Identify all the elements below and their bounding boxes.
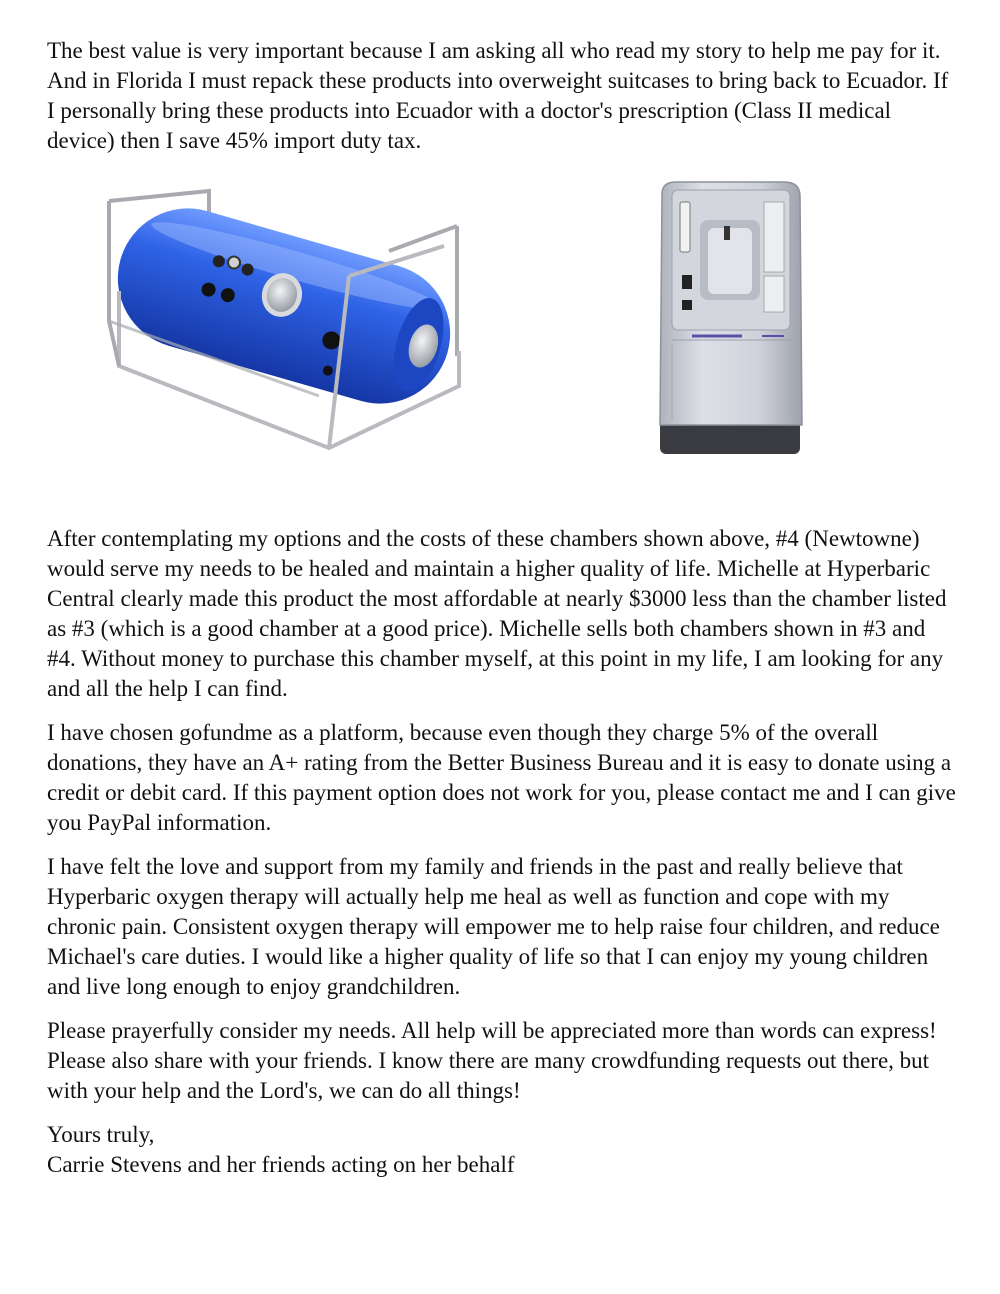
hyperbaric-chamber-icon <box>99 186 469 456</box>
product-images <box>47 180 957 510</box>
paragraph-intro: The best value is very important because I am asking all who read my story to help me pay for it. And in Florida I must repack these products into overweight suitcases to bring back to Ecuador. If I personally bring these products into Ecuador with a doctor's prescription (Class II medical device) then I save 45% import duty tax. <box>47 38 949 153</box>
oxygen-concentrator-icon <box>652 180 812 455</box>
document-page <box>47 36 957 1180</box>
signoff-closing: Yours truly, <box>47 1122 155 1147</box>
paragraph-request: Please prayerfully consider my needs. All help will be appreciated more than words can express! Please also share with your friends. I know there are many crowdfunding requests out there, but with your help and the Lord's, we can do all things! <box>47 1018 937 1103</box>
hyperbaric-chamber-image <box>99 186 469 456</box>
paragraph-support: I have felt the love and support from my family and friends in the past and really believe that Hyperbaric oxygen therapy will actually help me heal as well as function and cope with my chronic pain. Consistent oxygen therapy will empower me to help raise four children, and reduce Michael's care duties. I would like a higher quality of life so that I can enjoy my young children and live long enough to enjoy grandchildren. <box>47 854 940 999</box>
oxygen-concentrator-image <box>652 180 812 455</box>
paragraph-platform: I have chosen gofundme as a platform, because even though they charge 5% of the overall donations, they have an A+ rating from the Better Business Bureau and it is easy to donate using a credit or debit card. If this payment option does not work for you, please contact me and I can give you PayPal information. <box>47 720 956 835</box>
signoff <box>47 1120 957 1180</box>
paragraph-options: After contemplating my options and the costs of these chambers shown above, #4 (Newtowne) would serve my needs to be healed and maintain a higher quality of life. Michelle at Hyperbaric Central clearly made this product the most affordable at nearly $3000 less than the chamber listed as #3 (which is a good chamber at a good price). Michelle sells both chambers shown in #3 and #4. Without money to purchase this chamber myself, at this point in my life, I am looking for any and all the help I can find. <box>47 526 947 701</box>
signoff-name: Carrie Stevens and her friends acting on her behalf <box>47 1152 515 1177</box>
